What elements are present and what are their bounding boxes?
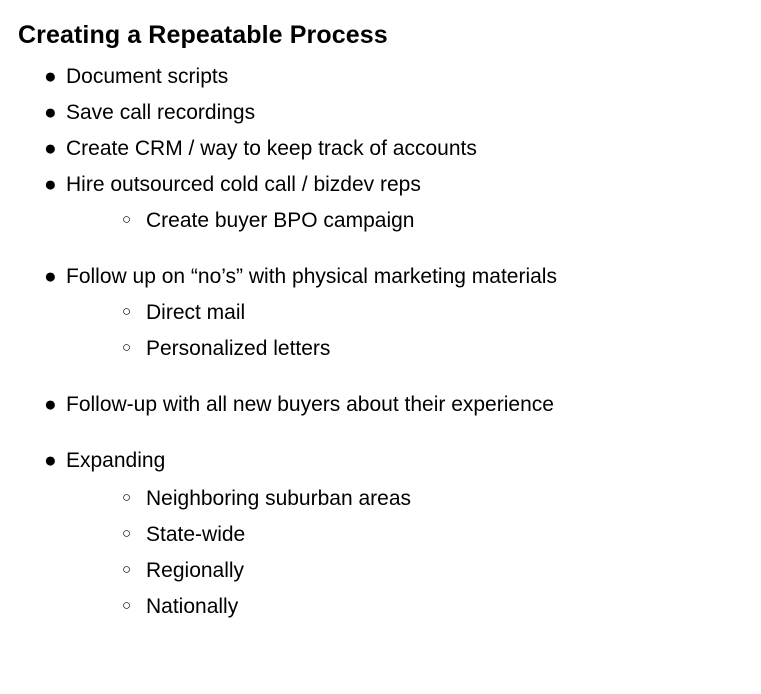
bullet-marker-icon: ○	[122, 303, 132, 320]
bullet-marker-icon: ●	[44, 449, 57, 472]
list-item	[18, 560, 737, 586]
list-item	[18, 266, 737, 292]
bullet-marker-icon: ○	[122, 211, 132, 228]
list-item-label: Document scripts	[66, 65, 229, 88]
list-item	[18, 66, 737, 92]
list-item	[18, 210, 737, 236]
list-item-label: Save call recordings	[66, 101, 256, 124]
list-item	[18, 488, 737, 514]
list-item-label: Regionally	[146, 559, 245, 582]
list-item-label: Hire outsourced cold call / bizdev reps	[66, 173, 421, 196]
bullet-marker-icon: ●	[44, 137, 57, 160]
list-item	[18, 524, 737, 550]
list-item	[18, 138, 737, 164]
list-item	[18, 174, 737, 200]
bullet-marker-icon: ●	[44, 265, 57, 288]
bullet-marker-icon: ○	[122, 339, 132, 356]
bullet-marker-icon: ●	[44, 393, 57, 416]
list-item-label: Neighboring suburban areas	[146, 487, 412, 510]
bullet-marker-icon: ○	[122, 525, 132, 542]
list-item-label: Create buyer BPO campaign	[146, 209, 415, 232]
bullet-marker-icon: ○	[122, 489, 132, 506]
list-item	[18, 450, 737, 476]
list-item-label: Direct mail	[146, 301, 246, 324]
list-item-label: Follow up on “no’s” with physical marketing materials	[66, 265, 557, 288]
bullet-marker-icon: ○	[122, 597, 132, 614]
list-item-label: Follow-up with all new buyers about their experience	[66, 393, 554, 416]
list-item	[18, 302, 737, 328]
list-item-label: Create CRM / way to keep track of accounts	[66, 137, 477, 160]
list-item	[18, 102, 737, 128]
list-item	[18, 394, 737, 420]
bullet-marker-icon: ●	[44, 65, 57, 88]
bullet-marker-icon: ●	[44, 173, 57, 196]
bullet-marker-icon: ●	[44, 101, 57, 124]
page-title: Creating a Repeatable Process	[18, 21, 388, 49]
list-item	[18, 338, 737, 364]
list-item-label: Nationally	[146, 595, 239, 618]
list-item-label: Personalized letters	[146, 337, 331, 360]
list-item-label: State-wide	[146, 523, 246, 546]
bullet-list	[18, 66, 737, 622]
list-item-label: Expanding	[66, 449, 166, 472]
list-item	[18, 596, 737, 622]
bullet-marker-icon: ○	[122, 561, 132, 578]
